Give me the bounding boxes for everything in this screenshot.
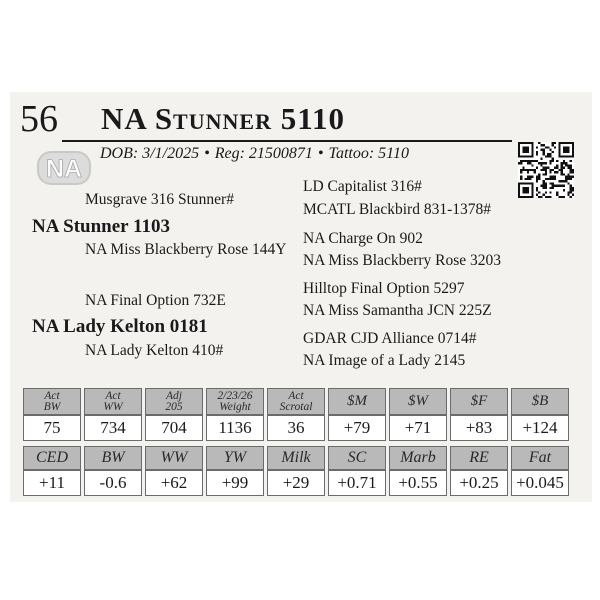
value-milk: +29	[267, 470, 325, 496]
header-re: RE	[450, 446, 508, 470]
value-bw: -0.6	[84, 470, 142, 496]
pedigree-right-4: Hilltop Final Option 5297	[303, 280, 465, 297]
value-fat: +0.045	[511, 470, 569, 496]
value-weight: 1136	[206, 415, 264, 441]
dam-dam: NA Lady Kelton 410#	[85, 342, 224, 359]
value-ced: +11	[23, 470, 81, 496]
header-dollar-m: $M	[328, 388, 386, 415]
dam-sire: NA Final Option 732E	[85, 292, 226, 309]
header-weight: 2/23/26 Weight	[206, 388, 264, 415]
pedigree-right-5: NA Miss Samantha JCN 225Z	[303, 302, 492, 319]
value-dollar-f: +83	[450, 415, 508, 441]
sire: NA Stunner 1103	[32, 216, 170, 237]
pedigree-right-3: NA Miss Blackberry Rose 3203	[303, 252, 502, 269]
sire-dam: NA Miss Blackberry Rose 144Y	[85, 241, 287, 258]
pedigree-right-6: GDAR CJD Alliance 0714#	[303, 330, 477, 347]
header-ww: WW	[145, 446, 203, 470]
dob: DOB: 3/1/2025	[100, 145, 200, 162]
registration: Reg: 21500871	[214, 145, 313, 162]
pedigree-right-1: MCATL Blackbird 831-1378#	[303, 201, 491, 218]
header-act-bw: Act BW	[23, 388, 81, 415]
qr-code[interactable]	[518, 142, 574, 198]
pedigree-right-0: LD Capitalist 316#	[303, 178, 422, 195]
logo-text: NA	[45, 155, 83, 183]
value-act-bw: 75	[23, 415, 81, 441]
bullet: •	[204, 145, 210, 162]
header-dollar-b: $B	[511, 388, 569, 415]
header-dollar-w: $W	[389, 388, 447, 415]
na-logo	[36, 148, 94, 188]
tattoo: Tattoo: 5110	[328, 145, 409, 162]
header-act-scrotal: Act Scrotal	[267, 388, 325, 415]
value-act-scrotal: 36	[267, 415, 325, 441]
header-fat: Fat	[511, 446, 569, 470]
header-bw: BW	[84, 446, 142, 470]
header-marb: Marb	[389, 446, 447, 470]
performance-table	[20, 388, 572, 441]
value-re: +0.25	[450, 470, 508, 496]
header-yw: YW	[206, 446, 264, 470]
dam: NA Lady Kelton 0181	[32, 316, 208, 337]
pedigree-right-7: NA Image of a Lady 2145	[303, 352, 466, 369]
epd-table	[20, 446, 572, 496]
value-dollar-m: +79	[328, 415, 386, 441]
lot-number: 56	[20, 98, 58, 140]
title-underline	[62, 140, 512, 142]
value-dollar-w: +71	[389, 415, 447, 441]
header-dollar-f: $F	[450, 388, 508, 415]
header-act-ww: Act WW	[84, 388, 142, 415]
value-act-ww: 734	[84, 415, 142, 441]
animal-name: NA Stunner 5110	[101, 101, 345, 136]
value-marb: +0.55	[389, 470, 447, 496]
sire-sire: Musgrave 316 Stunner#	[85, 191, 234, 208]
header-adj-205: Adj 205	[145, 388, 203, 415]
animal-details	[100, 143, 409, 165]
pedigree-right-2: NA Charge On 902	[303, 230, 423, 247]
bullet: •	[317, 145, 324, 162]
value-adj-205: 704	[145, 415, 203, 441]
header-sc: SC	[328, 446, 386, 470]
value-yw: +99	[206, 470, 264, 496]
value-ww: +62	[145, 470, 203, 496]
header-milk: Milk	[267, 446, 325, 470]
value-sc: +0.71	[328, 470, 386, 496]
header-ced: CED	[23, 446, 81, 470]
value-dollar-b: +124	[511, 415, 569, 441]
